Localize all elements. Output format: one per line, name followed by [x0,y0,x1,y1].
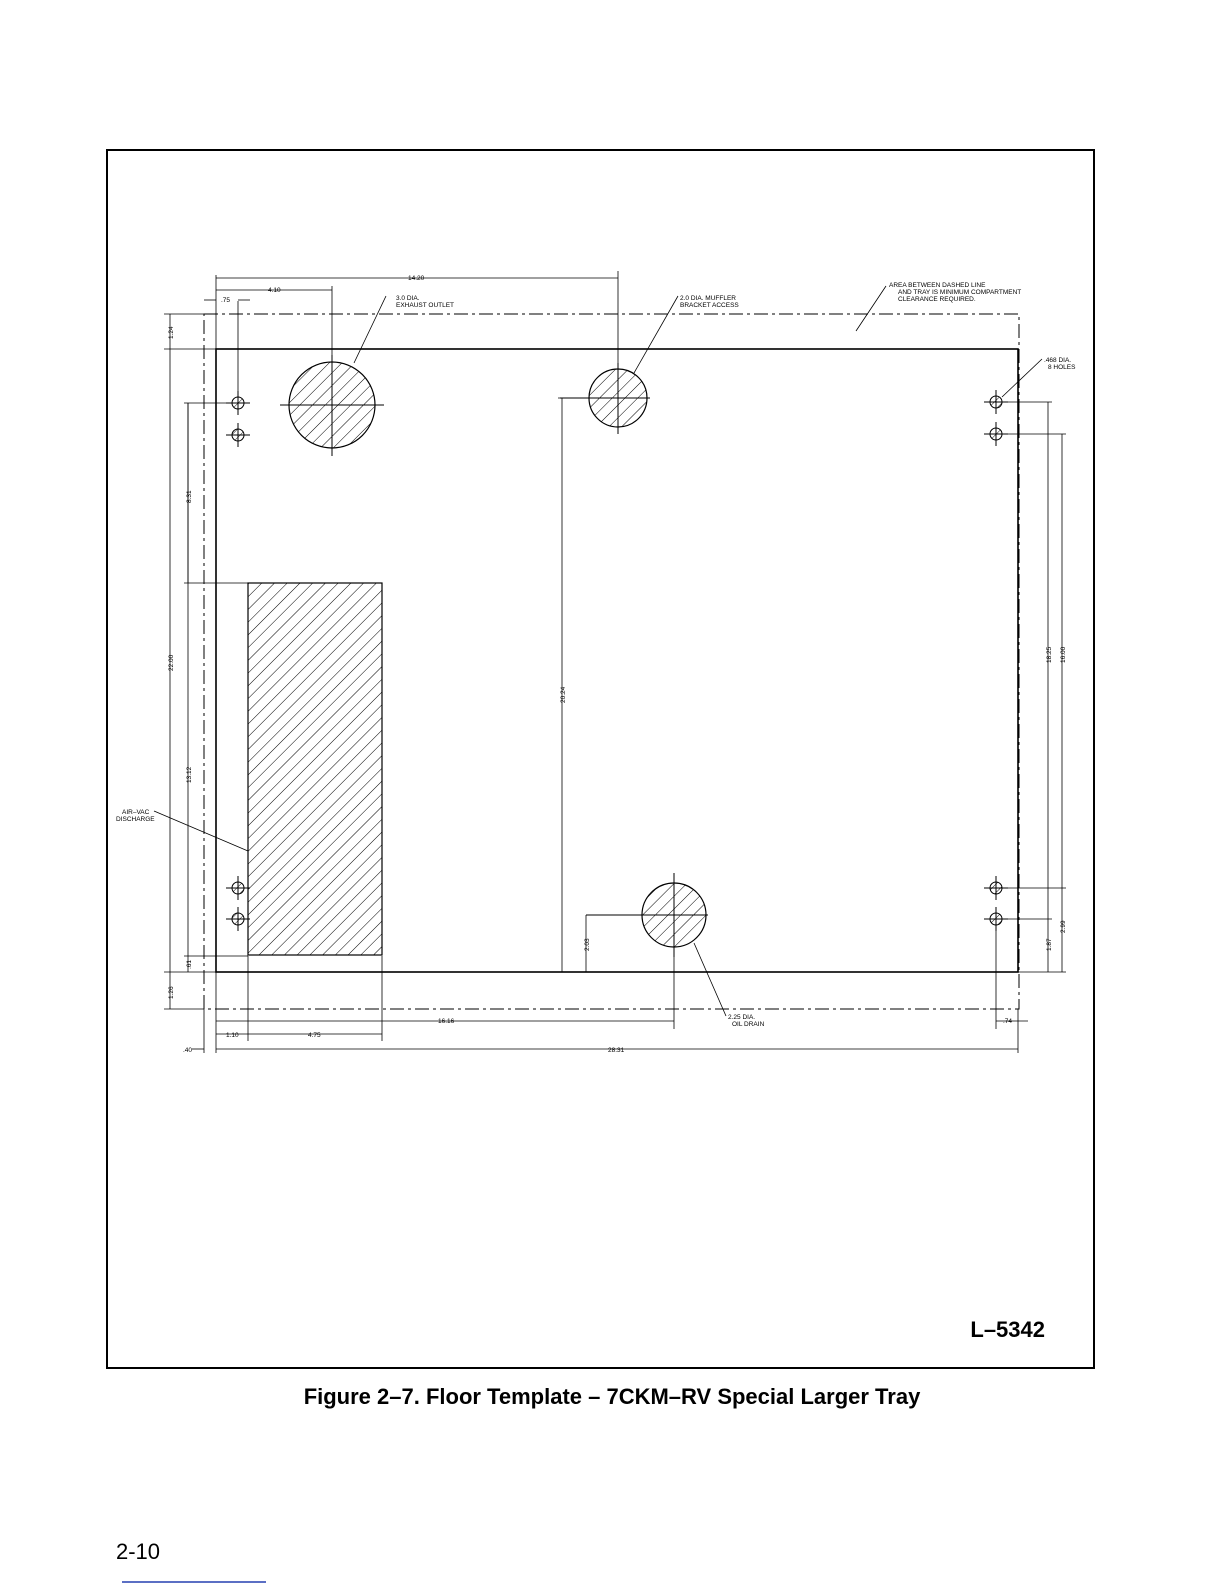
dim-14-20: 14.20 [408,275,425,282]
callout-exhaust-2: EXHAUST OUTLET [396,302,455,309]
callout-airvac-2: DISCHARGE [116,816,155,823]
dim-1-87: 1.87 [1046,938,1053,951]
figure-caption: Figure 2–7. Floor Template – 7CKM–RV Special Larger Tray [303,1384,921,1409]
callout-muffler-1: 2.0 DIA. MUFFLER [680,295,736,302]
dim-18-25: 18.25 [1046,646,1053,663]
dim-13-12: 13.12 [186,766,193,783]
dim-28-31: 28.31 [608,1047,625,1054]
air-vac-discharge-area [248,583,382,955]
floor-template-drawing [108,151,1093,1367]
dim-16-00: 16.00 [1060,646,1067,663]
callout-holes-2: 8 HOLES [1048,364,1076,371]
dim-0-40: .40 [183,1047,193,1054]
dim-0-61: .61 [186,959,193,969]
dim-1-24: 1.24 [168,326,175,339]
drawing-number: L–5342 [970,1317,1045,1342]
dim-16-16: 16.16 [438,1018,455,1025]
callout-oil-1: 2.25 DIA. [728,1014,756,1021]
callout-clearance-3: CLEARANCE REQUIRED. [898,296,976,303]
dim-8-31: 8.31 [186,490,193,503]
dim-2-03: 2.03 [584,938,591,951]
callout-oil-2: OIL DRAIN [732,1021,765,1028]
callout-holes-1: .468 DIA. [1044,357,1072,364]
mounting-hole [226,876,250,900]
footer-rule [122,1581,266,1583]
dim-20-24: 20.24 [560,686,567,703]
callout-airvac-1: AIR–VAC [122,809,150,816]
dim-0-75: .75 [221,297,231,304]
dim-4-75: 4.75 [308,1032,321,1039]
mounting-hole [226,423,250,447]
dim-1-26: 1.26 [168,986,175,999]
mounting-hole [226,907,250,931]
callout-clearance-1: AREA BETWEEN DASHED LINE [889,282,986,289]
dim-4-10: 4.10 [268,287,281,294]
figure-frame [106,149,1095,1369]
dim-22-00: 22.00 [168,654,175,671]
callout-exhaust-1: 3.0 DIA. [396,295,420,302]
dim-2-99: 2.99 [1060,920,1067,933]
callout-muffler-2: BRACKET ACCESS [680,302,739,309]
dim-0-74: .74 [1003,1018,1013,1025]
dim-1-10: 1.10 [226,1032,239,1039]
callout-clearance-2: AND TRAY IS MINIMUM COMPARTMENT [898,289,1022,296]
page-number: 2-10 [116,1539,161,1564]
